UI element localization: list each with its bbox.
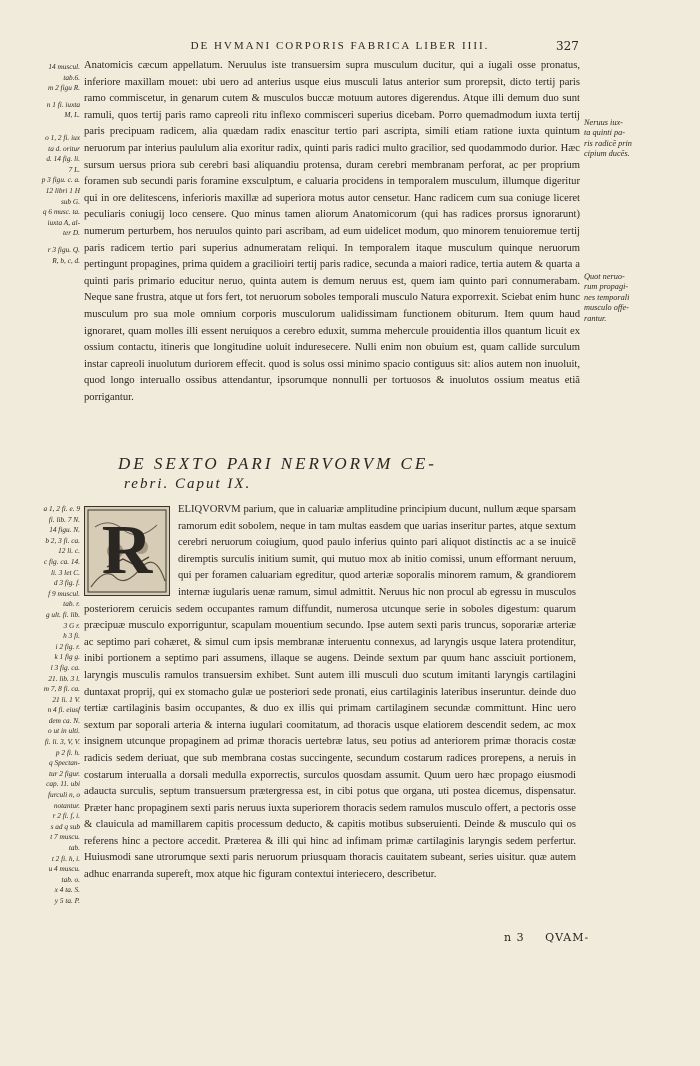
- page-number: 327: [556, 39, 579, 53]
- paragraph-main-2-text: ELIQVORVM parium, que in caluariæ amplitudine principium ducunt, nullum æque sparsam ramorum edit sobolem, neque in tam multas easdem que uarias inseritur partes, atque sextum cerebri neruorum coiugium, quod paulo inferius quinto pari aliquot distinctis ac a se inuicē diremptis surculis initium sumit, qui mutuo mox ab initio comissi, unum efformant neruum, qui per foramen caluariam egreditur, quod arteriæ soporalis minorem ramum, & grandiorem internæ iugularis uenæ ramum, simul admittit. Neruus hic non procul ab egressu in musculos posteriorem ceruicis sedem occupantes ramum diffundit, numerosa utcunque serie in soboles digestum: quarum præcipuæ musculo exporriguntur, scapulam mouentium secundo. Ipse autem sexti paris truncus, soporariæ arteriæ ac septimo pari cohæret, & simul cum ipsis membranæ interuentu connexus, ad laryngis usque latera protenditur, inibi portionem a septimo pari assumens, illaque se augens. Deinde sextum par quum hanc assciuit portionem, laryngis musculis ramulos transuersim exhibet. Sunt autem illi musculi duo scutum imitanti laryngis cartilagini duntaxat proprij, qui ex stomacho gulæ ue posteriori sede pronati, eius cartilaginis lateribus inseruntur. deinde duo tertiæ cartilaginis basim occupantes, & duo ex illis qui primam cartilaginem secundæ committunt. Hinc uero sextum par soporali arteria & interna iugulari coomitatum, ad thoracis usque elatiorem descendit sedem, ac mox insignem utcunque propaginem ad primæ thoracis uertebræ latus, seu potius ad anteriorem primæ thoracis costæ radicis sedem deriuat, que sub membrana costas succingente, secundum costarum radices prorepens, a neruis in costarum interualla a dorsali medulla exporrectis, surculos quosdam assumit. Quum uero hæc propago eiusmodi adaucta surculis, septum transuersum prætergressa est, in cibi potus que organa, uti postea dicemus, dispensatur. Præter hanc propaginem sexti paris neruus iuxta superiorem thoracis sedem ramulos musculo offert, a pectoris osse & clauicula ad mamillarem capitis processum deducto, & capitis motibus subseruienti. Deinde & musculo qui os referens hinc a pectore accedit. Præterea & illi qui hinc ad infimam primæ cartilaginis laryngis sedem perfertur. Huiusmodi sane utrorumque sexti paris neruorum priusquam thoracis cauitatem subeant, series uisitur. quæ autem adhuc enarranda supereft, mox atque hic figuram contextui interiecero, describetur.: [84, 504, 576, 881]
- margin-note-line: rum propagi-: [584, 282, 629, 292]
- margin-note-line: li. 3 let C.: [51, 567, 80, 577]
- running-head: DE HVMANI CORPORIS FABRICA LIBER IIII.: [190, 40, 490, 52]
- catchword: QVAM-: [545, 931, 590, 944]
- margin-note-line: p 3 figu. c. a.: [41, 175, 80, 185]
- margin-note-line: q Spectan-: [48, 758, 80, 768]
- margin-note-line: fi. li. 3, V, V.: [44, 737, 80, 747]
- margin-note-line: iuxta A, al-: [47, 217, 80, 227]
- margin-note-line: M, L.: [64, 110, 80, 120]
- margin-note-line: n 4 fi. eiusf: [47, 705, 80, 715]
- margin-note-line: Quot neruo-: [584, 272, 625, 281]
- decorated-initial-r: [84, 506, 170, 596]
- margin-note-line: tab.: [68, 843, 80, 852]
- margin-note-line: dem ca. N.: [48, 715, 80, 725]
- margin-note-line: rantur.: [584, 313, 607, 323]
- margin-note-line: ta d. oritur: [48, 143, 80, 153]
- page-footer: [504, 931, 605, 944]
- margin-note-line: musculo offe-: [584, 303, 629, 313]
- margin-note-line: 14 figu. N.: [49, 525, 80, 535]
- margin-note-line: m 7, 8 fi. ca.: [43, 684, 80, 694]
- margin-note-line: furculi n, o: [48, 790, 80, 800]
- margin-note-line: l 3 fig. ca.: [50, 662, 80, 672]
- margin-note-line: c fig. ca. 14.: [43, 556, 80, 566]
- margin-note-line: 3 G r.: [63, 620, 80, 630]
- right-margin-note-bottom: [584, 272, 696, 324]
- margin-note-line: d. 14 fig. li.: [46, 154, 80, 164]
- margin-note-line: tab. o.: [61, 874, 80, 884]
- margin-note-line: x 4 ta. S.: [54, 885, 80, 895]
- margin-note-line: 12 li. c.: [58, 546, 80, 556]
- margin-note-line: o ut in ulti.: [47, 726, 80, 736]
- margin-note-line: m 2 figu R.: [47, 83, 80, 93]
- margin-note-line: d 3 fig. f.: [53, 578, 80, 588]
- margin-note-line: 14 muscul.: [48, 62, 80, 71]
- left-margin-notes-top: [8, 62, 80, 266]
- margin-note-line: r 3 figu. Q.: [47, 244, 80, 254]
- margin-note-line: R, b, c, d.: [52, 255, 80, 265]
- margin-note-line: nes temporali: [584, 292, 630, 302]
- margin-note-line: q 6 musc. ta.: [42, 207, 80, 217]
- margin-note-line: o 1, 2 fi. iux: [45, 132, 80, 142]
- margin-note-line: tur 2 figur.: [48, 768, 80, 778]
- initial-letter: R: [101, 512, 153, 589]
- margin-note-line: k 1 fig g.: [54, 652, 80, 662]
- margin-note-line: s ad q sub: [50, 821, 80, 831]
- margin-note-line: fi. lib. 7 N.: [48, 514, 80, 524]
- paragraph-main-1: Anatomicis cæcum appellatum. Neruulus iste transuersim supra musculum ducitur, qui a iugali osse pronatus, inferiore maxillam mouet: ubi uero ad anterius usque eius musculi latus anterior sum prorepsit, dicto tertij paris ramo commiscetur, in genarum cutem & musculos buccæ motuum autores digerendus. Atque illi demum duo sunt ramuli, quos tertij paris ramo capreoli ritu inflexo commisceri superius dicebam. Porro quemadmodum iuxta tertij paris precipuam radicem, alia quædam radix enascitur tertio pari ascripta, simili etiam ratione iuxta quintum neruorum par interius paululum alia exoritur radix, quinti paris radici multo gracilior, sed quodammodo durior. Hæc sursum uersus priora sub cerebri basi aliquandiu protensa, duram cerebri membranam perforat, ac per proprium foramen sub secundi paris foramine exsculptum, e caluaria procidens in temporalem musculum, illumque digeritur qui in ore delitescens, inferioris maxillæ ad superiora motus autor censetur. Hanc radicem cum sua coniuge liceret peculiaris coniugij loco censere. Quo minus tamen aliorum Anatomicorum (qui has radices prorsus ignorarunt) numerum perturbem, hos neruulos quinto pari ascribam, ad eum uidelicet modum, quo minorem tenuioremue tertij paris radicem tertio pari superius adnumeratam reliqui. In temporalem itaque musculum quinque neruorum pertingunt propagines, prima quidem a gracilioiri tertij paris radice, secunda a maiori radice, tertia autem & quarta a quinti paris primario educitur neruo, quinta autem is demum neruus est, quem iam quinto pari connumerabam. Neque sane frustra, atque ut fors fert, tot neruorum soboles temporali musculo Natura exporrexit. Sciebat enim hunc musculum pro sua mole omnium corporis musculorum ualidissimam functionem obiturum. Item quum haud ignoraret, quam molles illi essent neruiquos a cerebro eduxit, summa mehercule prouidentia illos quantum licuit ex ossium contactu, itineris que longitudine uoluit induresecere. Nulli enim non obuium est, quam callide surculum instar capreoli inuolutum duriorem effecit. quod is solus ossi minimo spacio contiguus sit: alios autem non inuoluit, quod longo interuallo ossibus attendantur, ipsorumque nonnulli per tortuosos & inuolutos ossium meatus etiã porrigantur.: [84, 60, 580, 403]
- margin-note-line: Neruus iux-: [584, 118, 623, 127]
- margin-note-line: ta quinti pa-: [584, 128, 626, 138]
- margin-note-line: sub G.: [60, 196, 80, 206]
- margin-note-line: 12 libri 1 H: [45, 185, 80, 195]
- chapter-heading: [118, 454, 588, 494]
- paragraph-main-2: [84, 502, 576, 884]
- margin-note-line: f 9 muscul.: [48, 588, 80, 598]
- margin-note-line: p 2 fi. h.: [55, 747, 80, 757]
- margin-note-line: u 4 muscu.: [48, 864, 80, 874]
- chapter-title: DE SEXTO PARI NERVORVM CE-: [118, 454, 437, 473]
- margin-note-line: 21. lib. 3 l.: [48, 673, 80, 683]
- right-margin-note-top: [584, 118, 696, 160]
- margin-note-line: y 5 ta. P.: [54, 895, 80, 905]
- margin-note-line: ris radicē prin: [584, 138, 632, 148]
- signature-mark: n 3: [504, 931, 525, 944]
- margin-note-line: tab.6.: [63, 72, 80, 82]
- margin-note-line: tab. r.: [63, 599, 80, 609]
- woodcut-illustration-icon: [85, 507, 169, 595]
- margin-note-line: r 2 fi. f, i.: [52, 811, 80, 821]
- margin-note-line: h 3 fi.: [63, 631, 80, 641]
- margin-note-line: notantur.: [53, 800, 80, 810]
- margin-note-line: i 2 fig. r.: [55, 641, 80, 651]
- margin-note-line: g ult. fi. lib.: [45, 609, 80, 619]
- margin-note-line: 21 li. 1 V.: [52, 694, 80, 704]
- margin-note-line: 7 L.: [68, 164, 80, 174]
- margin-note-line: ter D.: [62, 228, 80, 238]
- margin-note-line: t 2 fi. h, i.: [51, 853, 80, 863]
- margin-note-line: cap. 11. ubi: [46, 779, 80, 789]
- margin-note-line: a 1, 2 fi. e. 9: [43, 504, 80, 513]
- margin-note-line: b 2, 3 fi. ca.: [45, 535, 80, 545]
- margin-note-line: cipium ducēs.: [584, 149, 630, 159]
- left-margin-notes-bottom: [8, 504, 80, 907]
- chapter-subtitle: rebri. Caput IX.: [124, 476, 252, 492]
- margin-note-line: n 1 fi. iuxta: [46, 99, 80, 109]
- margin-note-line: t 7 muscu.: [50, 832, 80, 842]
